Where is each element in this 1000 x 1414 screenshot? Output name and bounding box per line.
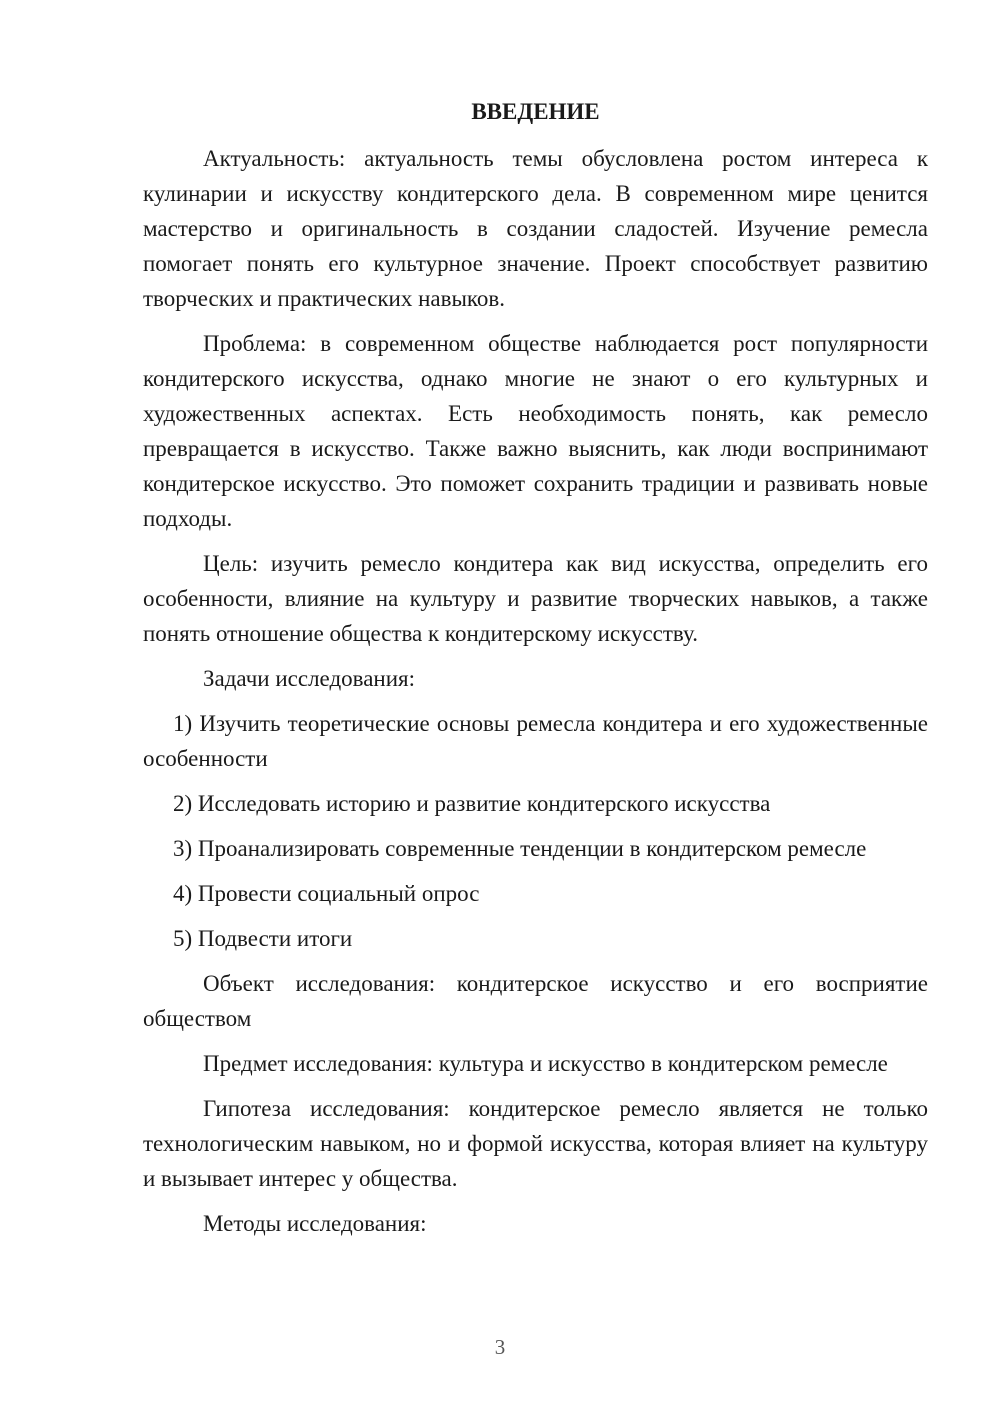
goal-paragraph: Цель: изучить ремесло кондитера как вид искусства, определить его особенности, влияние на культуру и развитие творческих навыков, а также понять отношение общества к кондитерскому искусству.: [143, 551, 928, 646]
tasks-heading: Задачи исследования:: [203, 666, 416, 691]
hypothesis-paragraph: Гипотеза исследования: кондитерское ремесло является не только технологическим навыком, но и формой искусства, которая влияет на культуру и вызывает интерес у общества.: [143, 1096, 928, 1191]
task-item-3: 3) Проанализировать современные тенденции в кондитерском ремесле: [173, 836, 867, 861]
task-item-4: 4) Провести социальный опрос: [173, 881, 480, 906]
object-paragraph: Объект исследования: кондитерское искусство и его восприятие обществом: [143, 971, 928, 1031]
methods-heading: Методы исследования:: [203, 1211, 427, 1236]
task-item-2: 2) Исследовать историю и развитие кондитерского искусства: [173, 791, 771, 816]
problem-paragraph: Проблема: в современном обществе наблюдается рост популярности кондитерского искусства, однако многие не знают о его культурных и художественных аспектах. Есть необходимость понять, как ремесло превращается в искусство. Также важно выяснить, как люди воспринимают кондитерское искусство. Это поможет сохранить традиции и развивать новые подходы.: [143, 331, 928, 531]
page-number: 3: [494, 1335, 506, 1359]
relevance-paragraph: Актуальность: актуальность темы обусловлена ростом интереса к кулинарии и искусству кондитерского дела. В современном мире ценится мастерство и оригинальность в создании сладостей. Изучение ремесла помогает понять его культурное значение. Проект способствует развитию творческих и практических навыков.: [143, 146, 928, 311]
task-item-5: 5) Подвести итоги: [173, 926, 353, 951]
subject-paragraph: Предмет исследования: культура и искусство в кондитерском ремесле: [203, 1051, 888, 1076]
task-item-1: 1) Изучить теоретические основы ремесла кондитера и его художественные особенности: [143, 711, 928, 771]
page-title: ВВЕДЕНИЕ: [471, 99, 600, 124]
page-content: [143, 94, 928, 1251]
